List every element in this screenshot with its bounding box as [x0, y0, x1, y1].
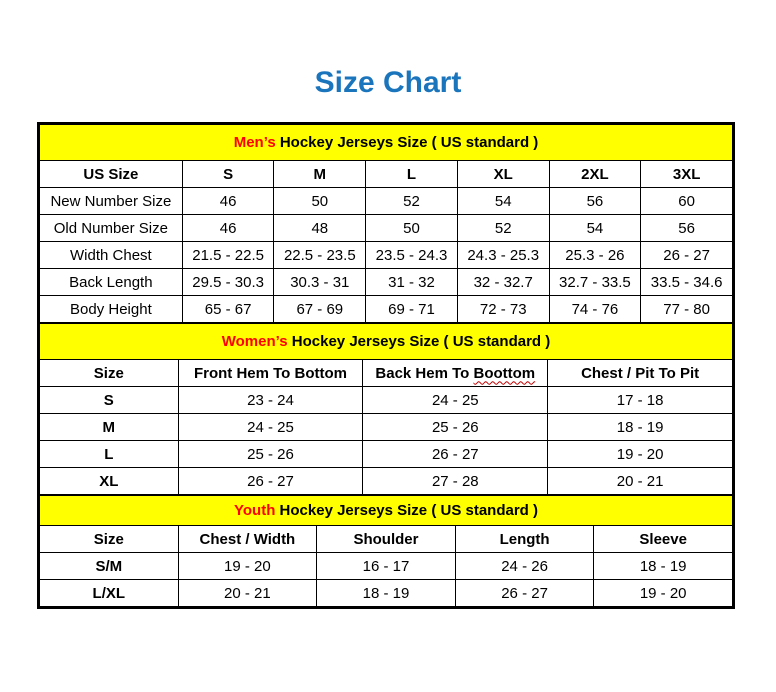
table-cell: 18 - 19 [317, 580, 456, 607]
table-cell: 69 - 71 [366, 296, 458, 323]
table-cell: 19 - 20 [178, 553, 317, 580]
column-header: Length [455, 526, 594, 553]
table-cell: 77 - 80 [641, 296, 733, 323]
section-banner [40, 324, 733, 360]
table-cell: 18 - 19 [594, 553, 733, 580]
column-header: M [274, 161, 366, 188]
table-cell: 27 - 28 [363, 468, 548, 495]
table-cell: 25 - 26 [178, 441, 363, 468]
banner-row [40, 125, 733, 161]
table-cell: 48 [274, 215, 366, 242]
table-cell: 67 - 69 [274, 296, 366, 323]
row-label: M [40, 414, 179, 441]
table-row [40, 468, 733, 495]
table-cell: 50 [366, 215, 458, 242]
table-cell: 30.3 - 31 [274, 269, 366, 296]
table-cell: 21.5 - 22.5 [182, 242, 274, 269]
column-header: Sleeve [594, 526, 733, 553]
table-row [40, 441, 733, 468]
table-cell: 23 - 24 [178, 387, 363, 414]
table-cell: 24 - 25 [363, 387, 548, 414]
table-cell: 26 - 27 [178, 468, 363, 495]
row-label: L [40, 441, 179, 468]
row-label: XL [40, 468, 179, 495]
column-header: Size [40, 526, 179, 553]
header-row [40, 360, 733, 387]
table-row [40, 269, 733, 296]
table-cell: 24 - 25 [178, 414, 363, 441]
table-cell: 54 [457, 188, 549, 215]
table-cell: 32 - 32.7 [457, 269, 549, 296]
table-cell: 25.3 - 26 [549, 242, 641, 269]
column-header: Size [40, 360, 179, 387]
table-cell: 29.5 - 30.3 [182, 269, 274, 296]
table-cell: 19 - 20 [548, 441, 733, 468]
table-cell: 24 - 26 [455, 553, 594, 580]
table-row [40, 215, 733, 242]
row-label: L/XL [40, 580, 179, 607]
header-row [40, 161, 733, 188]
size-table-womens [39, 323, 733, 495]
table-cell: 74 - 76 [549, 296, 641, 323]
column-header [363, 360, 548, 387]
table-cell: 46 [182, 215, 274, 242]
section-banner-text: Hockey Jerseys Size ( US standard ) [279, 502, 538, 519]
table-cell: 26 - 27 [641, 242, 733, 269]
table-cell: 26 - 27 [455, 580, 594, 607]
row-label: Width Chest [40, 242, 183, 269]
table-cell: 17 - 18 [548, 387, 733, 414]
section-banner-text: Hockey Jerseys Size ( US standard ) [279, 134, 539, 151]
section-banner-text: Hockey Jerseys Size ( US standard ) [291, 333, 551, 350]
section-banner [40, 496, 733, 526]
table-cell: 22.5 - 23.5 [274, 242, 366, 269]
table-cell: 60 [641, 188, 733, 215]
table-cell: 46 [182, 188, 274, 215]
section-banner-highlight: Women’s [221, 333, 288, 350]
table-row [40, 188, 733, 215]
table-cell: 25 - 26 [363, 414, 548, 441]
table-cell: 50 [274, 188, 366, 215]
row-label: S [40, 387, 179, 414]
section-banner-highlight: Men’s [233, 134, 276, 151]
column-header: Shoulder [317, 526, 456, 553]
table-row [40, 414, 733, 441]
size-table-youth [39, 495, 733, 607]
column-header: L [366, 161, 458, 188]
table-cell: 32.7 - 33.5 [549, 269, 641, 296]
table-cell: 56 [549, 188, 641, 215]
table-cell: 56 [641, 215, 733, 242]
column-header: XL [457, 161, 549, 188]
column-header: Front Hem To Bottom [178, 360, 363, 387]
row-label: Body Height [40, 296, 183, 323]
column-header: S [182, 161, 274, 188]
table-cell: 52 [366, 188, 458, 215]
table-cell: 31 - 32 [366, 269, 458, 296]
column-header: Chest / Pit To Pit [548, 360, 733, 387]
table-cell: 20 - 21 [548, 468, 733, 495]
table-cell: 33.5 - 34.6 [641, 269, 733, 296]
column-header: 2XL [549, 161, 641, 188]
table-cell: 65 - 67 [182, 296, 274, 323]
misspelled-word: Boottom [473, 364, 536, 382]
section-banner [40, 125, 733, 161]
section-banner-highlight: Youth [234, 502, 276, 519]
page-title: Size Chart [314, 66, 462, 99]
table-cell: 54 [549, 215, 641, 242]
table-row [40, 242, 733, 269]
size-table-mens [39, 124, 733, 323]
table-cell: 16 - 17 [317, 553, 456, 580]
table-row [40, 387, 733, 414]
table-cell: 52 [457, 215, 549, 242]
row-label: Back Length [40, 269, 183, 296]
banner-row [40, 496, 733, 526]
row-label: S/M [40, 553, 179, 580]
banner-row [40, 324, 733, 360]
table-cell: 26 - 27 [363, 441, 548, 468]
table-cell: 20 - 21 [178, 580, 317, 607]
row-label: Old Number Size [40, 215, 183, 242]
column-header: Chest / Width [178, 526, 317, 553]
table-cell: 19 - 20 [594, 580, 733, 607]
column-header: 3XL [641, 161, 733, 188]
header-row [40, 526, 733, 553]
table-row [40, 553, 733, 580]
header-text: Back Hem To [375, 364, 474, 382]
table-row [40, 296, 733, 323]
table-cell: 23.5 - 24.3 [366, 242, 458, 269]
row-label: New Number Size [40, 188, 183, 215]
table-cell: 24.3 - 25.3 [457, 242, 549, 269]
table-cell: 72 - 73 [457, 296, 549, 323]
table-row [40, 580, 733, 607]
table-cell: 18 - 19 [548, 414, 733, 441]
column-header: US Size [40, 161, 183, 188]
size-chart [37, 122, 735, 609]
